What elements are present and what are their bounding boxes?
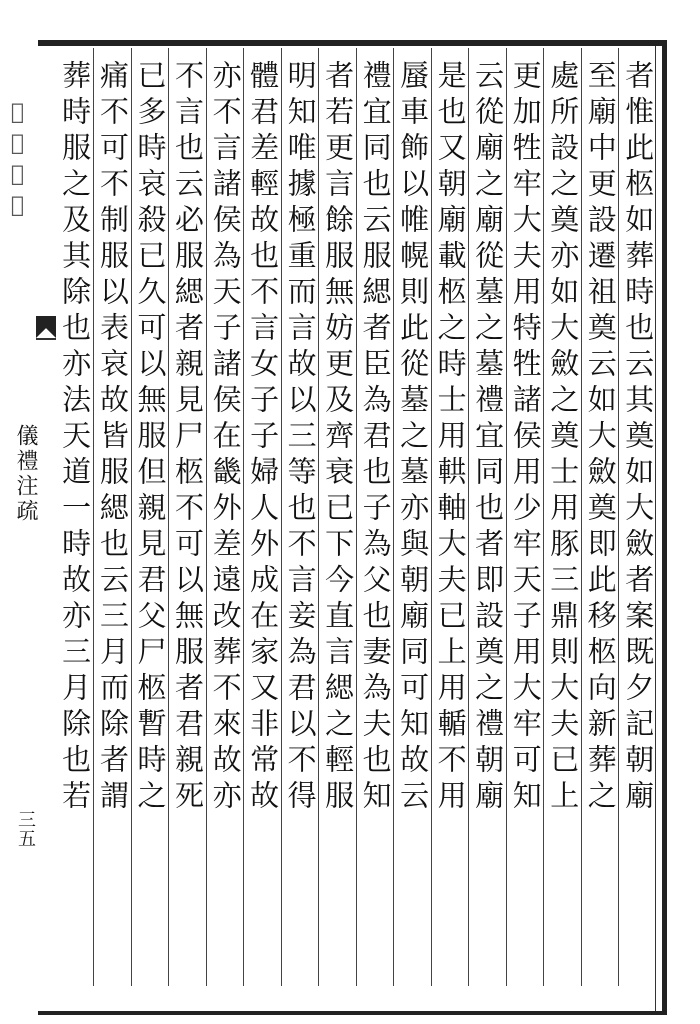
text-column xyxy=(318,48,356,986)
column-text: 云從廟之廟從墓之墓禮宜同也者即設奠之禮朝廟 xyxy=(471,60,506,816)
book-title: 儀禮注疏 xyxy=(13,424,38,524)
text-column xyxy=(431,48,469,986)
text-column xyxy=(543,48,581,986)
margin-top-chars: 𢀤𠆤𣃔𡈼 xyxy=(5,100,30,224)
column-text: 禮宜同也云服緦者臣為君也子為父也妻為夫也知 xyxy=(358,60,393,816)
column-text: 亦不言諸侯為天子諸侯在畿外差遠改葬不來故亦 xyxy=(208,60,243,816)
column-text: 更加牲牢大夫用特牲諸侯用少牢天子用大牢可知 xyxy=(508,60,543,816)
column-text: 葬時服之及其除也亦法天道一時故亦三月除也若 xyxy=(58,60,93,816)
text-column xyxy=(131,48,169,986)
column-text: 已多時哀殺已久可以無服但親見君父尸柩暫時之 xyxy=(133,60,168,816)
text-column xyxy=(393,48,431,986)
text-column xyxy=(281,48,319,986)
text-block xyxy=(56,48,656,986)
text-column xyxy=(56,48,93,986)
column-text: 痛不可不制服以表哀故皆服緦也云三月而除者謂 xyxy=(96,60,131,816)
column-text: 蜃車飾以帷幌則此從墓之墓亦與朝廟同可知故云 xyxy=(396,60,431,816)
text-column xyxy=(356,48,394,986)
column-text: 者若更言餘服無妨更及齊衰已下今直言緦之輕服 xyxy=(321,60,356,816)
text-column xyxy=(206,48,244,986)
page-number: 三五 xyxy=(15,810,36,848)
column-text: 至廟中更設遷祖奠云如大斂奠即此移柩向新葬之 xyxy=(583,60,618,816)
text-column xyxy=(506,48,544,986)
column-text: 處所設之奠亦如大斂之奠士用豚三鼎則大夫已上 xyxy=(546,60,581,816)
text-column xyxy=(468,48,506,986)
text-column xyxy=(93,48,131,986)
column-text: 是也又朝廟載柩之時士用輁軸大夫已上用輴不用 xyxy=(433,60,468,816)
column-text: 者惟此柩如葬時也云其奠如大斂者案既夕記朝廟 xyxy=(621,60,656,816)
text-column xyxy=(168,48,206,986)
fishtail-rule xyxy=(36,338,56,340)
text-column xyxy=(581,48,619,986)
column-text: 明知唯據極重而言故以三等也不言妾為君以不得 xyxy=(283,60,318,816)
text-column xyxy=(618,48,656,986)
column-text: 不言也云必服緦者親見尸柩不可以無服者君親死 xyxy=(171,60,206,816)
text-column xyxy=(243,48,281,986)
column-text: 體君差輕故也不言女子子婦人外成在家又非常故 xyxy=(246,60,281,816)
